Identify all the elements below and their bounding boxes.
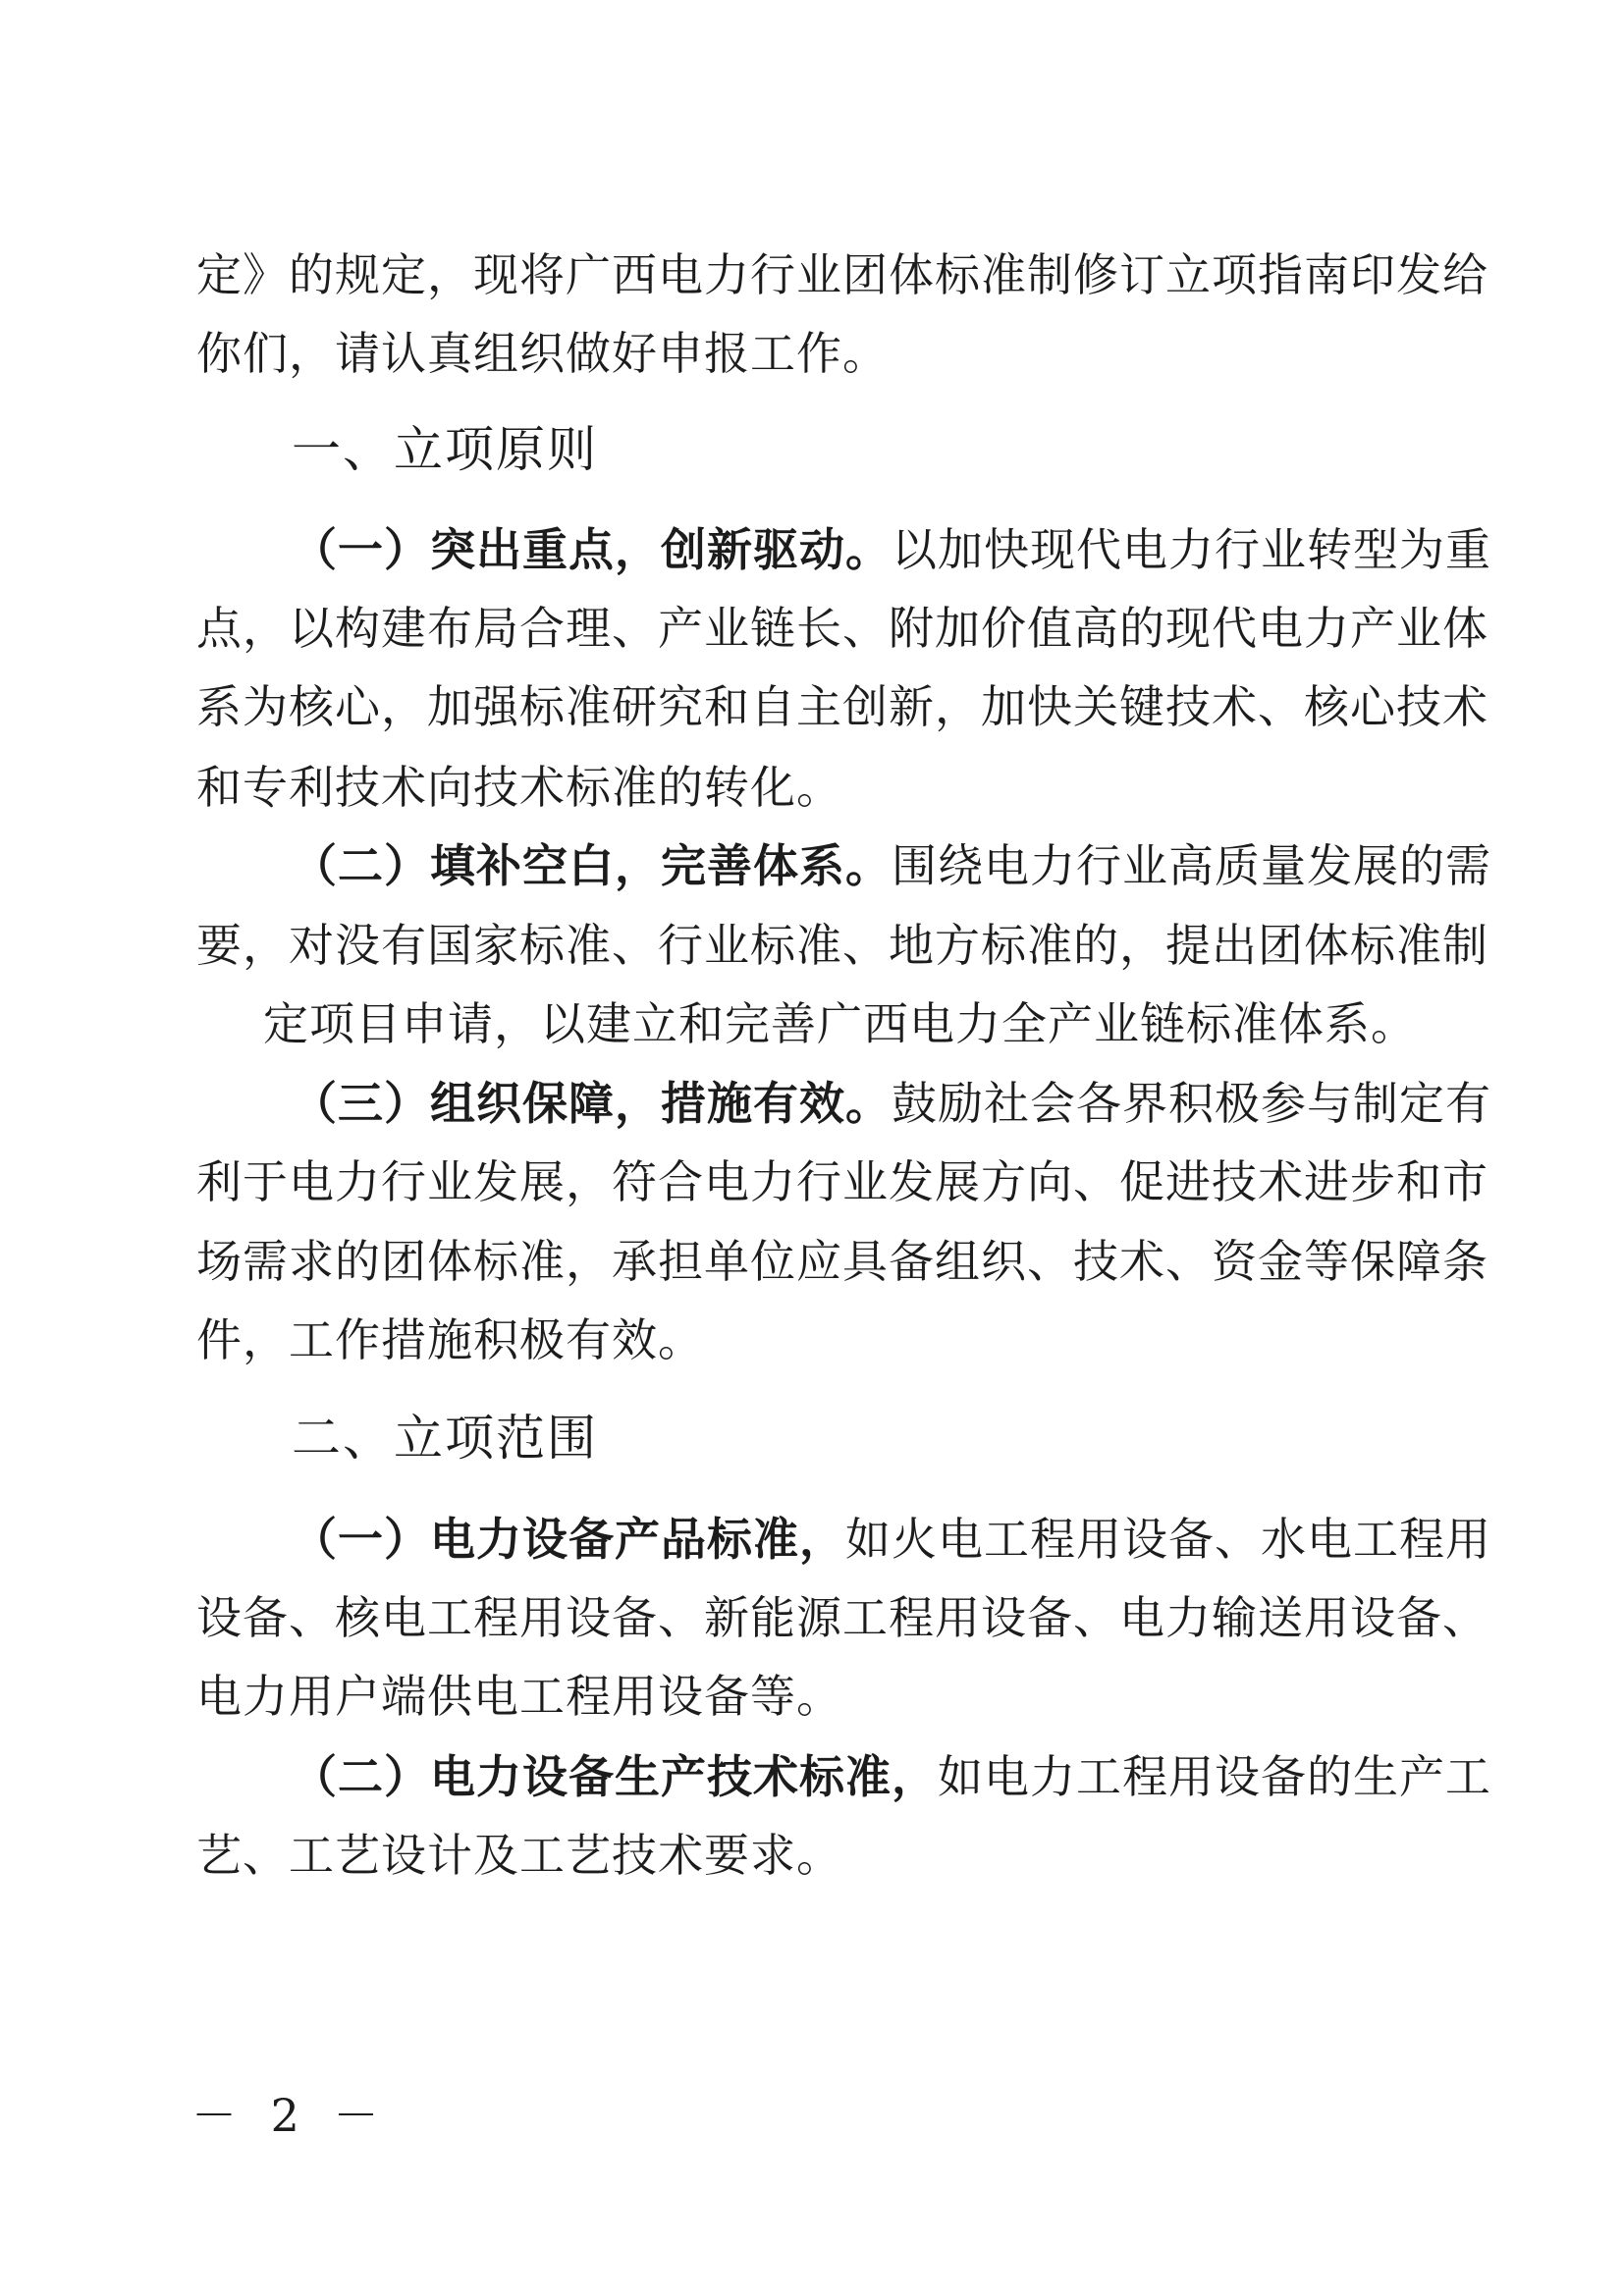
section-1-item-2-line-1 [292, 836, 1491, 895]
section-2-item-1-text: 如火电工程用设备、水电工程用 [845, 1513, 1491, 1566]
section-2-heading: 二、立项范围 [292, 1410, 598, 1467]
section-1-item-1-line-4: 和专利技术向技术标准的转化。 [196, 761, 842, 814]
section-1-item-2-title: （二）填补空白，完善体系。 [292, 839, 892, 892]
section-1-item-3-line-1 [292, 1074, 1491, 1133]
section-1-item-2-line-2: 要，对没有国家标准、行业标准、地方标准的，提出团体标准制 [196, 919, 1488, 972]
section-1-item-1-line-1 [292, 520, 1491, 579]
section-1-heading: 一、立项原则 [292, 421, 598, 478]
section-1-item-1-line-2: 点，以构建布局合理、产业链长、附加价值高的现代电力产业体 [196, 602, 1488, 655]
section-2-item-1-title: （一）电力设备产品标准， [292, 1513, 845, 1566]
section-2-item-2-line-2: 艺、工艺设计及工艺技术要求。 [196, 1829, 842, 1882]
section-2-item-2-text: 如电力工程用设备的生产工 [938, 1750, 1491, 1803]
intro-line-2: 你们，请认真组织做好申报工作。 [196, 327, 889, 380]
section-1-item-3-line-4: 件，工作措施积极有效。 [196, 1313, 704, 1366]
section-2-item-1-line-2: 设备、核电工程用设备、新能源工程用设备、电力输送用设备、 [196, 1591, 1488, 1644]
section-2-item-2-title: （二）电力设备生产技术标准， [292, 1750, 938, 1803]
section-1-item-3-title: （三）组织保障，措施有效。 [292, 1077, 892, 1130]
section-1-item-1-line-3: 系为核心，加强标准研究和自主创新，加快关键技术、核心技术 [196, 680, 1488, 733]
section-1-item-3-line-3: 场需求的团体标准，承担单位应具备组织、技术、资金等保障条 [196, 1235, 1488, 1288]
section-1-item-1-text: 以加快现代电力行业转型为重 [892, 523, 1491, 576]
page-number: － 2 － [191, 2089, 389, 2142]
intro-line-1: 定》的规定，现将广西电力行业团体标准制修订立项指南印发给 [196, 248, 1488, 301]
section-1-item-3-line-2: 利于电力行业发展，符合电力行业发展方向、促进技术进步和市 [196, 1155, 1488, 1208]
section-1-item-2-line-3: 定项目申请，以建立和完善广西电力全产业链标准体系。 [263, 997, 1417, 1050]
section-2-item-2-line-1 [292, 1747, 1491, 1806]
section-1-item-3-text: 鼓励社会各界积极参与制定有 [892, 1077, 1491, 1130]
section-1-item-2-text: 围绕电力行业高质量发展的需 [892, 839, 1491, 892]
section-1-item-1-title: （一）突出重点，创新驱动。 [292, 523, 892, 576]
section-2-item-1-line-1 [292, 1510, 1491, 1569]
section-2-item-1-line-3: 电力用户端供电工程用设备等。 [196, 1670, 842, 1723]
